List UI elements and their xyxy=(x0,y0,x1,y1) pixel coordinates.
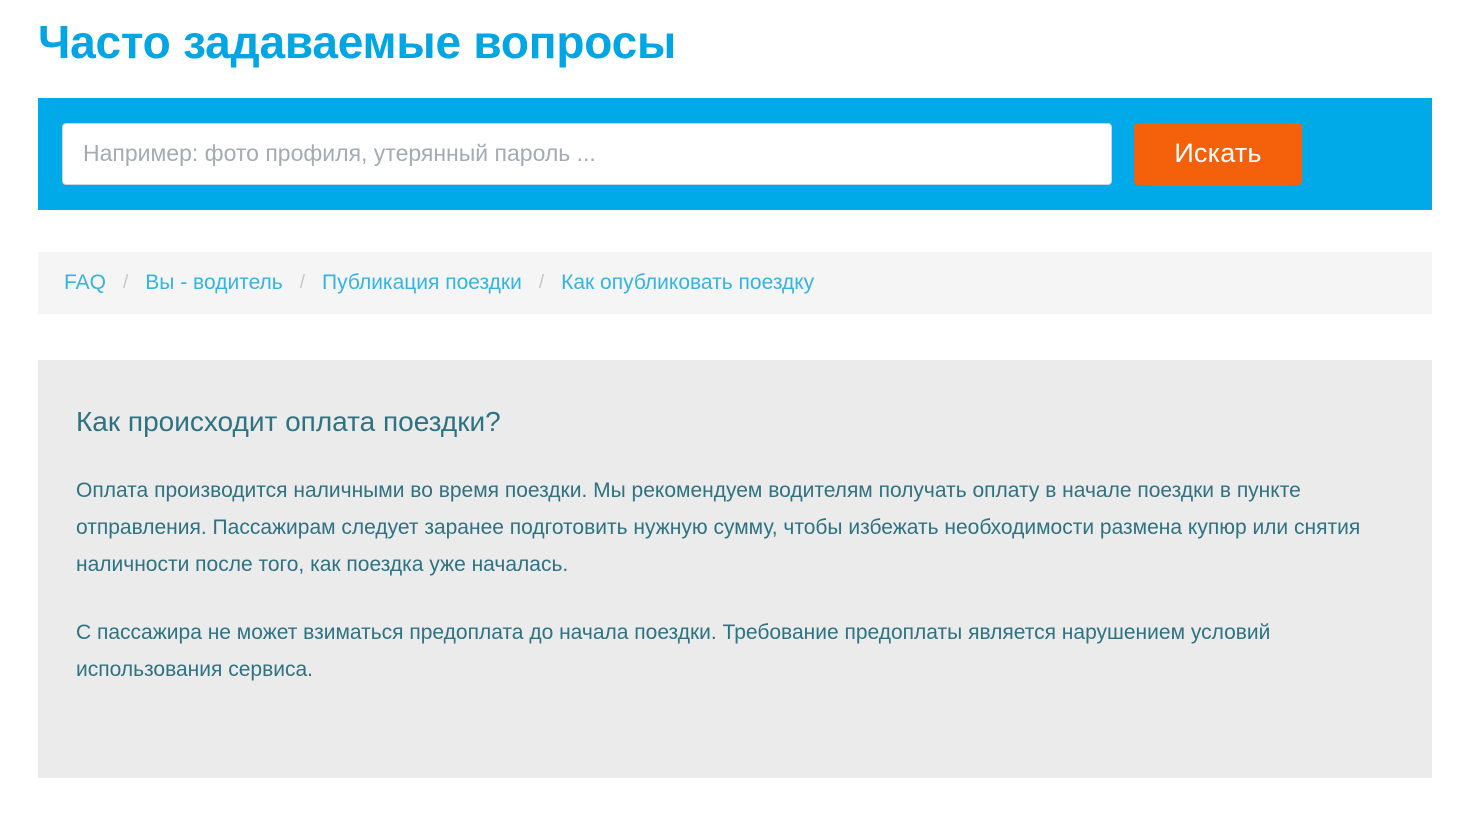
breadcrumb-separator: / xyxy=(538,271,545,293)
article-title: Как происходит оплата поездки? xyxy=(76,405,501,437)
search-input[interactable] xyxy=(62,123,1112,185)
breadcrumb-separator: / xyxy=(299,271,306,293)
breadcrumb-item-faq[interactable]: FAQ xyxy=(64,270,107,294)
breadcrumb-item-how-to-publish[interactable]: Как опубликовать поездку xyxy=(561,270,815,294)
breadcrumb-item-driver[interactable]: Вы - водитель xyxy=(145,270,283,294)
page-title: Часто задаваемые вопросы xyxy=(38,16,677,68)
search-button[interactable]: Искать xyxy=(1134,123,1302,185)
breadcrumb-separator: / xyxy=(123,271,129,293)
search-bar xyxy=(38,98,1432,210)
breadcrumb xyxy=(38,252,1432,314)
article-paragraph: Оплата производится наличными во время поездки. Мы рекомендуем водителям получать оплату в начале поездки в пункте отправления. Пассажирам следует заранее подготовить нужную сумму, чтобы избежать необходимости размена купюр или снятия наличности после того, как поездка уже началась. xyxy=(76,478,1361,577)
article-paragraph: С пассажира не может взиматься предоплата до начала поездки. Требование предоплаты является нарушением условий использования сервиса. xyxy=(76,620,1271,681)
article-card xyxy=(38,360,1432,778)
breadcrumb-item-publish-ride[interactable]: Публикация поездки xyxy=(322,270,522,294)
